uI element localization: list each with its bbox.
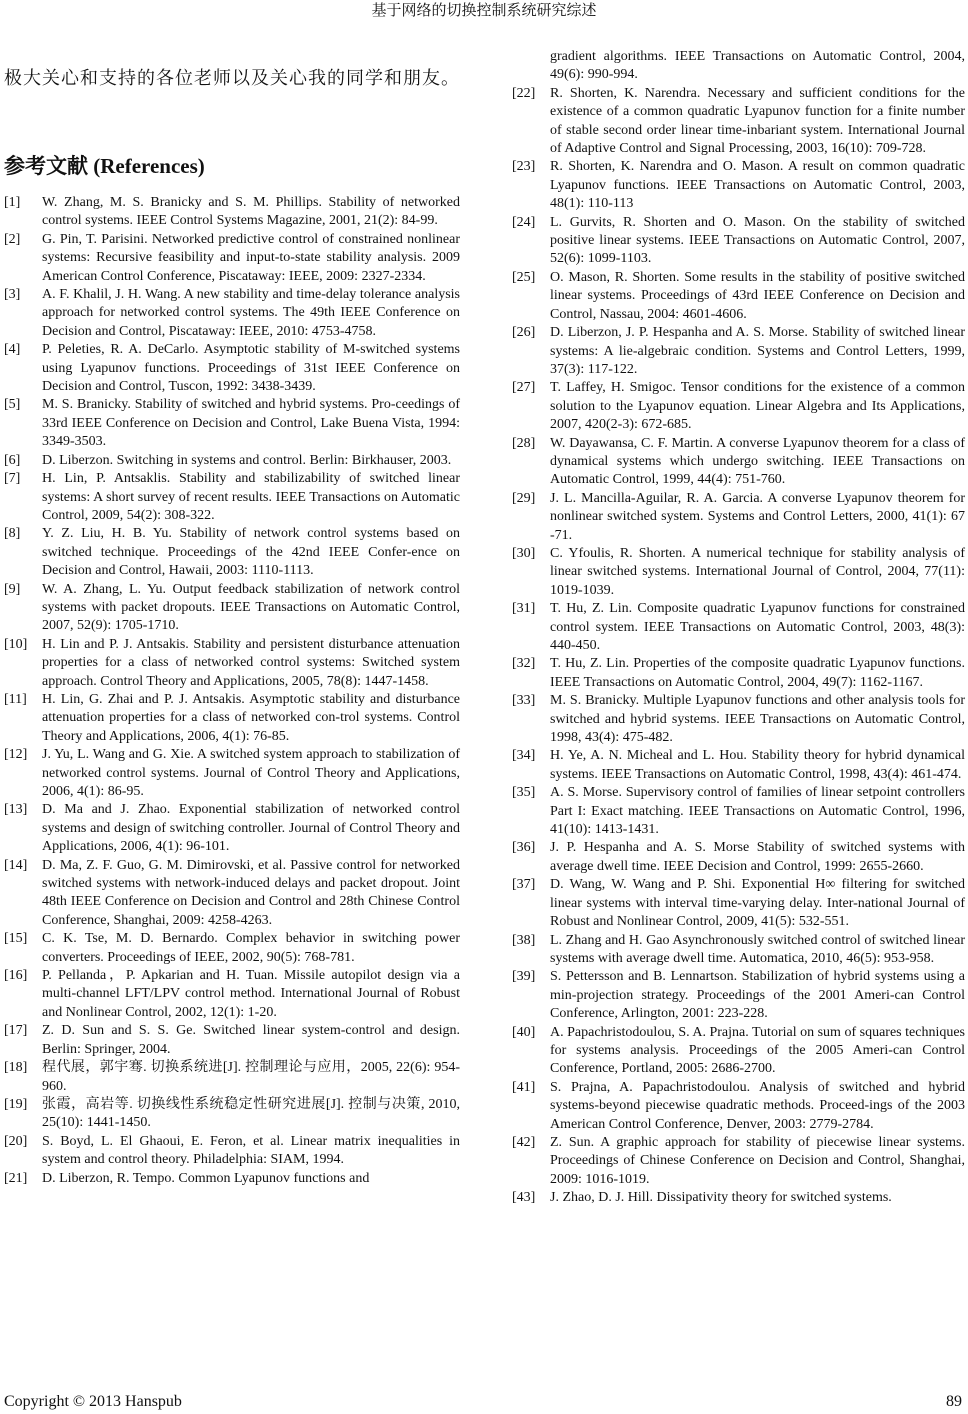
reference-text: D. Ma, Z. F. Guo, G. M. Dimirovski, et al. Passive control for networked switched systems with network-induced delays and packet dropout. Joint 48th IEEE Conference on Decision and Control and 28th Chinese Control Conference, Shanghai, 2009: 4258-4263. bbox=[42, 857, 460, 928]
right-column bbox=[512, 48, 965, 1208]
reference-item bbox=[4, 1133, 460, 1170]
reference-text: J. Zhao, D. J. Hill. Dissipativity theory for switched systems. bbox=[550, 1190, 892, 1206]
reference-text: O. Mason, R. Shorten. Some results in the stability of positive switched linear systems. Proceedings of 43rd IEEE Conference on Decision and Control, Nassau, 2004: 4601-4606. bbox=[550, 269, 965, 322]
reference-number: [31] bbox=[512, 601, 536, 617]
reference-text: W. A. Zhang, L. Yu. Output feedback stabilization of network control systems with packet dropouts. IEEE Transactions on Automatic Control, 2007, 52(9): 1705-1710. bbox=[42, 581, 460, 634]
reference-text: H. Lin and P. J. Antsakis. Stability and persistent disturbance attenuation properties for a class of networked control systems: Switched system approach. Control Theory and Applications, 2005, 78(8): 1447-1458. bbox=[42, 636, 460, 689]
reference-item bbox=[4, 396, 460, 451]
reference-item bbox=[512, 932, 965, 969]
reference-list-left bbox=[4, 194, 460, 1188]
reference-number: [24] bbox=[512, 214, 536, 230]
reference-number: [13] bbox=[4, 802, 28, 818]
reference-number: [8] bbox=[4, 526, 21, 542]
reference-item bbox=[4, 581, 460, 636]
reference-number: [5] bbox=[4, 397, 21, 413]
reference-number: [40] bbox=[512, 1024, 536, 1040]
reference-item bbox=[512, 214, 965, 269]
reference-item bbox=[4, 857, 460, 931]
reference-item bbox=[4, 470, 460, 525]
reference-item bbox=[4, 1170, 460, 1188]
reference-item bbox=[512, 876, 965, 931]
reference-item bbox=[4, 231, 460, 286]
reference-text: C. K. Tse, M. D. Bernardo. Complex behavior in switching power converters. Proceedings of IEEE, 2002, 90(5): 768-781. bbox=[42, 931, 460, 965]
reference-item bbox=[512, 435, 965, 490]
reference-text: Y. Z. Liu, H. B. Yu. Stability of network control systems based on switched technique. Proceedings of the 42nd IEEE Confer-ence on Decision and Control, Hawaii, 2003: 1110-1113. bbox=[42, 526, 460, 579]
reference-number: [30] bbox=[512, 545, 536, 561]
page-number: 89 bbox=[946, 1393, 962, 1410]
reference-text: J. Yu, L. Wang and G. Xie. A switched system approach to stabilization of networked control systems. Journal of Control Theory and Applications, 2006, 4(1): 86-95. bbox=[42, 747, 460, 799]
reference-number: [3] bbox=[4, 287, 21, 303]
reference-item bbox=[512, 600, 965, 655]
reference-text: C. Yfoulis, R. Shorten. A numerical technique for stability analysis of linear switched systems. International Journal of Control, 2004, 77(11): 1019-1039. bbox=[550, 545, 965, 598]
reference-item bbox=[512, 158, 965, 213]
reference-text: P. Peleties, R. A. DeCarlo. Asymptotic stability of M-switched systems using Lyapunov functions. Proceedings of 31st IEEE Conference on Decision and Control, Tuscon, 1992: 3438-3439. bbox=[42, 342, 460, 395]
reference-number: [32] bbox=[512, 656, 536, 672]
reference-text: Z. D. Sun and S. S. Ge. Switched linear system-control and design. Berlin: Springer, 2004. bbox=[42, 1023, 460, 1057]
reference-text: H. Ye, A. N. Micheal and L. Hou. Stability theory for hybrid dynamical systems. IEEE Transactions on Automatic Control, 1998, 43(4): 461-474. bbox=[550, 748, 965, 782]
reference-item bbox=[4, 286, 460, 341]
reference-number: [26] bbox=[512, 325, 536, 341]
reference-item bbox=[512, 545, 965, 600]
reference-text: G. Pin, T. Parisini. Networked predictive control of constrained nonlinear systems: Recursive feasibility and input-to-state stability analysis. 2009 American Control Conference, Piscataway: IEEE, 2009: 2327-2334. bbox=[42, 231, 460, 284]
reference-number: [17] bbox=[4, 1023, 28, 1039]
reference-text: W. Zhang, M. S. Branicky and S. M. Phillips. Stability of networked control systems. IEEE Control Systems Magazine, 2001, 21(2): 84-99. bbox=[42, 195, 460, 229]
reference-item bbox=[4, 691, 460, 746]
reference-number: [43] bbox=[512, 1190, 536, 1206]
reference-text: H. Lin, G. Zhai and P. J. Antsakis. Asymptotic stability and disturbance attenuation properties for a class of networked con-trol systems. Control Theory and Applications, 2006, 4(1): 76-85. bbox=[42, 691, 460, 744]
reference-item bbox=[512, 968, 965, 1023]
reference-item bbox=[4, 1059, 460, 1096]
reference-number: [20] bbox=[4, 1133, 28, 1149]
reference-number: [4] bbox=[4, 342, 21, 358]
reference-text: P. Pellanda，P. Apkarian and H. Tuan. Missile autopilot design via a multi-channel LFT/LPV control method. International Journal of Robust and Nonlinear Control, 2002, 12(1): 1-20. bbox=[42, 968, 460, 1020]
reference-item bbox=[512, 1079, 965, 1134]
reference-number: [27] bbox=[512, 380, 536, 396]
reference-number: [14] bbox=[4, 857, 28, 873]
reference-item bbox=[512, 1189, 965, 1207]
running-title: 基于网络的切换控制系统研究综述 bbox=[371, 3, 597, 19]
reference-item bbox=[512, 1024, 965, 1079]
reference-text: D. Liberzon, R. Tempo. Common Lyapunov functions and bbox=[42, 1170, 370, 1186]
reference-number: [6] bbox=[4, 452, 21, 468]
reference-text: T. Hu, Z. Lin. Properties of the composite quadratic Lyapunov functions. IEEE Transactions on Automatic Control, 2004, 49(7): 1162-1167. bbox=[550, 656, 965, 690]
reference-number: [28] bbox=[512, 435, 536, 451]
reference-item bbox=[4, 636, 460, 691]
reference-text: 张霞，高岩等. 切换线性系统稳定性研究进展[J]. 控制与决策, 2010, 25(10): 1441-1450. bbox=[42, 1096, 460, 1131]
reference-number: [38] bbox=[512, 932, 536, 948]
reference-number: [25] bbox=[512, 269, 536, 285]
reference-number: [15] bbox=[4, 931, 28, 947]
reference-number: [10] bbox=[4, 636, 28, 652]
reference-number: [12] bbox=[4, 747, 28, 763]
acknowledgement-text: 极大关心和支持的各位老师以及关心我的同学和朋友。 bbox=[4, 68, 460, 88]
reference-item bbox=[4, 1022, 460, 1059]
reference-text: S. Prajna, A. Papachristodoulou. Analysis of switched and hybrid systems-beyond piecewise quadratic methods. Proceed-ings of the 2003 American Control Conference, Denver, 2003: 2779-2784. bbox=[550, 1079, 965, 1132]
reference-number: [18] bbox=[4, 1060, 28, 1076]
reference-number: [21] bbox=[4, 1170, 28, 1186]
reference-text: J. P. Hespanha and A. S. Morse Stability of switched systems with average dwell time. IEEE Decision and Control, 1999: 2655-2660. bbox=[550, 840, 965, 874]
reference-text: H. Lin, P. Antsaklis. Stability and stabilizability of switched linear systems: A short survey of recent results. IEEE Transactions on Automatic Control, 2009, 54(2): 308-322. bbox=[42, 471, 460, 523]
reference-item bbox=[512, 692, 965, 747]
reference-number: [39] bbox=[512, 969, 536, 985]
reference-number: [11] bbox=[4, 691, 27, 707]
reference-text: L. Zhang and H. Gao Asynchronously switched control of switched linear systems with average dwell time. Automatica, 2010, 46(5): 953-958. bbox=[550, 932, 965, 966]
reference-number: [41] bbox=[512, 1079, 536, 1095]
reference-text: D. Wang, W. Wang and P. Shi. Exponential H∞ filtering for switched linear systems with interval time-varying delay. Inter-national Journal of Robust and Nonlinear Control, 2009, 41(5): 532-551. bbox=[550, 877, 965, 930]
reference-number: [42] bbox=[512, 1134, 536, 1150]
reference-text: W. Dayawansa, C. F. Martin. A converse Lyapunov theorem for a class of dynamical systems which undergo switching. IEEE Transactions on Automatic Control, 1999, 44(4): 751-760. bbox=[550, 435, 965, 488]
reference-text: D. Liberzon. Switching in systems and control. Berlin: Birkhauser, 2003. bbox=[42, 452, 452, 468]
copyright: Copyright © 2013 Hanspub bbox=[4, 1393, 182, 1410]
reference-text: R. Shorten, K. Narendra. Necessary and sufficient conditions for the existence of a common quadratic Lyapunov function for a finite number of stable second order linear time-inbariant system. International Journal of Adaptive Control and Signal Processing, 2003, 16(10): 709-728. bbox=[550, 85, 965, 157]
reference-text: D. Liberzon, J. P. Hespanha and A. S. Morse. Stability of switched linear systems: A lie-algebraic condition. Systems and Control Letters, 1999, 37(3): 117-122. bbox=[550, 325, 965, 377]
reference-text: A. F. Khalil, J. H. Wang. A new stability and time-delay tolerance analysis approach for networked control systems. The 49th IEEE Conference on Decision and Control, Piscataway: IEEE, 2010: 4753-4758. bbox=[42, 287, 460, 339]
reference-item bbox=[512, 655, 965, 692]
reference-text: M. S. Branicky. Multiple Lyapunov functions and other analysis tools for switched and hybrid systems. IEEE Transactions on Automatic Control, 1998, 43(4): 475-482. bbox=[550, 693, 965, 746]
reference-item bbox=[4, 746, 460, 801]
reference-text: T. Hu, Z. Lin. Composite quadratic Lyapunov functions for constrained control system. IEEE Transactions on Automatic Control, 2003, 48(3): 440-450. bbox=[550, 601, 965, 653]
reference-text: S. Boyd, L. El Ghaoui, E. Feron, et al. Linear matrix inequalities in system and control theory. Philadelphia: SIAM, 1994. bbox=[42, 1133, 460, 1168]
reference-item bbox=[4, 452, 460, 470]
reference-text: R. Shorten, K. Narendra and O. Mason. A result on common quadratic Lyapunov functions. IEEE Transactions on Automatic Control, 2003, 48(1): 110-113 bbox=[550, 159, 965, 212]
reference-list-right bbox=[512, 85, 965, 1208]
reference-number: [19] bbox=[4, 1096, 28, 1112]
reference-text: Z. Sun. A graphic approach for stability of piecewise linear systems. Proceedings of Chinese Conference on Decision and Control, Shanghai, 2009: 1016-1019. bbox=[550, 1134, 965, 1187]
reference-item bbox=[4, 967, 460, 1022]
reference-number: [7] bbox=[4, 471, 21, 487]
reference-text: A. S. Morse. Supervisory control of families of linear setpoint controllers Part I: Exact matching. IEEE Transactions on Automatic Control, 1996, 41(10): 1413-1431. bbox=[550, 785, 965, 838]
reference-number: [37] bbox=[512, 877, 536, 893]
left-column bbox=[4, 62, 460, 1188]
reference-item bbox=[512, 490, 965, 545]
reference-item bbox=[512, 269, 965, 324]
reference-number: [2] bbox=[4, 231, 21, 247]
reference-text: M. S. Branicky. Stability of switched and hybrid systems. Pro-ceedings of 33rd IEEE Conference on Decision and Control, Lake Buena Vista, 1994: 3349-3503. bbox=[42, 397, 460, 450]
reference-number: [34] bbox=[512, 748, 536, 764]
reference-text: A. Papachristodoulou, S. A. Prajna. Tutorial on sum of squares techniques for systems analysis. Proceedings of the 2005 Ameri-can Control Conference, Portland, 2005: 2686-2700. bbox=[550, 1024, 965, 1077]
reference-number: [23] bbox=[512, 159, 536, 175]
references-heading: 参考文献 (References) bbox=[4, 154, 205, 178]
reference-item bbox=[4, 930, 460, 967]
reference-item bbox=[4, 801, 460, 856]
reference-number: [9] bbox=[4, 581, 21, 597]
reference-item bbox=[512, 1134, 965, 1189]
reference-text: L. Gurvits, R. Shorten and O. Mason. On the stability of switched positive linear systems. IEEE Transactions on Automatic Control, 2007, 52(6): 1099-1103. bbox=[550, 214, 965, 267]
reference-number: [22] bbox=[512, 85, 536, 101]
reference-text: T. Laffey, H. Smigoc. Tensor conditions for the existence of a common solution to the Lyapunov equation. Linear Algebra and Its Applications, 2007, 420(2-3): 672-685. bbox=[550, 380, 965, 433]
reference-number: [29] bbox=[512, 490, 536, 506]
reference-number: [16] bbox=[4, 968, 28, 984]
reference-item bbox=[4, 1096, 460, 1133]
reference-text: D. Ma and J. Zhao. Exponential stabilization of networked control systems and design of switching controller. Journal of Control Theory and Applications, 2006, 4(1): 96-101. bbox=[42, 802, 460, 855]
reference-text: J. L. Mancilla-Aguilar, R. A. Garcia. A converse Lyapunov theorem for nonlinear switched system. Systems and Control Letters, 2000, 41(1): 67 -71. bbox=[550, 490, 965, 543]
reference-21-continuation: gradient algorithms. IEEE Transactions on Automatic Control, 2004, 49(6): 990-994. bbox=[550, 49, 965, 83]
reference-item bbox=[512, 839, 965, 876]
reference-number: [1] bbox=[4, 195, 21, 210]
reference-item bbox=[512, 784, 965, 839]
reference-text: 程代展，郭宇骞. 切换系统进[J]. 控制理论与应用，2005, 22(6): 954-960. bbox=[42, 1060, 460, 1094]
reference-item bbox=[4, 525, 460, 580]
reference-item bbox=[512, 85, 965, 159]
reference-item bbox=[512, 747, 965, 784]
reference-item bbox=[4, 341, 460, 396]
reference-number: [36] bbox=[512, 840, 536, 856]
reference-number: [33] bbox=[512, 693, 536, 709]
reference-item bbox=[512, 324, 965, 379]
reference-text: S. Pettersson and B. Lennartson. Stabilization of hybrid systems using a min-projection strategy. Proceedings of the 2001 Ameri-can Control Conference, Arlington, 2001: 223-228. bbox=[550, 969, 965, 1022]
reference-item bbox=[4, 194, 460, 231]
reference-number: [35] bbox=[512, 785, 536, 801]
reference-item bbox=[512, 379, 965, 434]
